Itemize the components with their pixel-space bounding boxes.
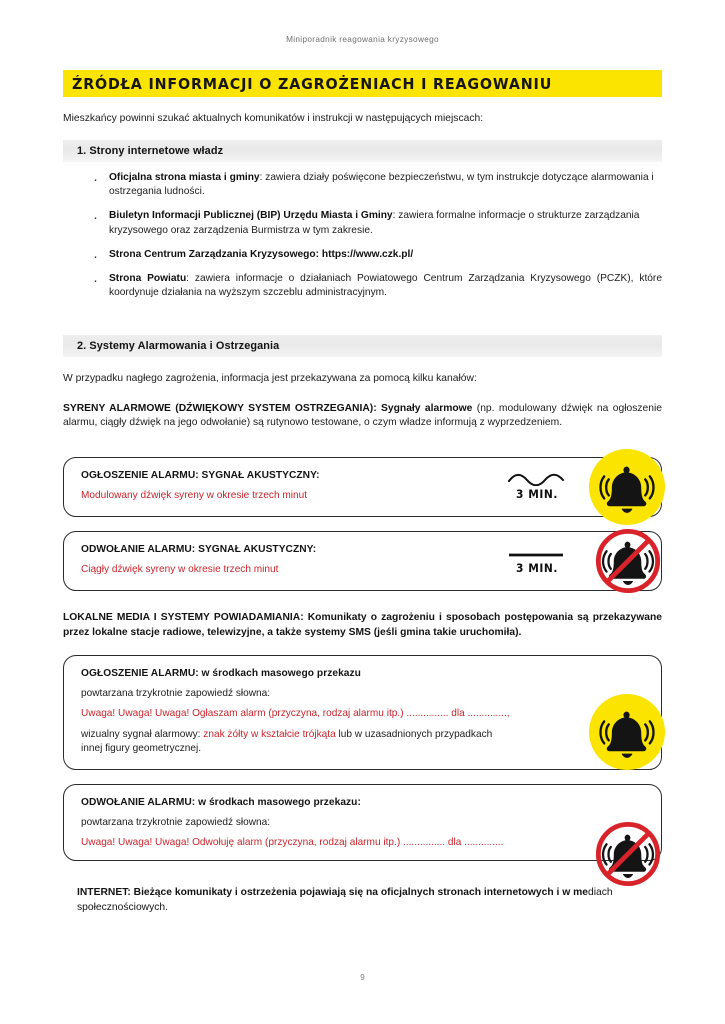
list-item (93, 272, 662, 302)
duration-label: 3 MIN. (515, 560, 559, 575)
box-title: OGŁOSZENIE ALARMU: SYGNAŁ AKUSTYCZNY: (81, 469, 320, 481)
section1-bullet-list (63, 171, 662, 301)
box-red-text: Uwaga! Uwaga! Uwaga! Ogłaszam alarm (przyczyna, rodzaj alarmu itp.) ............... dla .............., (81, 707, 510, 719)
list-item (93, 209, 662, 239)
bullet-lead: Oficjalna strona miasta i gminy (109, 171, 260, 183)
duration-marker-wavy (506, 473, 568, 501)
duration-label: 3 MIN. (515, 486, 559, 501)
bell-ringing-icon (589, 449, 665, 525)
sirens-paragraph (63, 402, 662, 431)
box-subtext: powtarzana trzykrotnie zapowiedź słowna: (81, 817, 271, 828)
bullet-rest: : zawiera informacje o działaniach Powiatowego Centrum Zarządzania Kryzysowego (PCZK), które koordynuje działania na wyższym szczeblu administracyjnym. (109, 272, 662, 299)
list-item (93, 248, 662, 263)
box-title (81, 668, 511, 679)
straight-line-icon (506, 547, 568, 560)
section-banner (63, 70, 662, 97)
box-red-text: Uwaga! Uwaga! Uwaga! Odwołuję alarm (przyczyna, rodzaj alarmu itp.) ............... dla .............. (81, 837, 504, 848)
bell-crossed-glyph (589, 815, 667, 893)
alarm-box-media-announcement (63, 655, 662, 770)
box-red-text: Ciągły dźwięk syreny w okresie trzech minut (81, 563, 279, 575)
wavy-line-icon (506, 473, 568, 486)
internet-rest: diach społecznościowych. (77, 887, 613, 914)
box-mixed-text (81, 728, 511, 757)
sirens-paragraph-lead: SYRENY ALARMOWE (DŹWIĘKOWY SYSTEM OSTRZEGANIA): Sygnały alarmowe (63, 402, 473, 414)
list-item (93, 171, 662, 201)
duration-marker-straight (506, 547, 568, 575)
mixed-prefix: wizualny sygnał alarmowy: (81, 728, 204, 740)
internet-paragraph (77, 885, 662, 916)
bell-ringing-crossed-out-icon (589, 815, 667, 893)
page-content (63, 112, 662, 916)
bullet-rest: : zawiera działy poświęcone bezpieczeństwu, w tym instrukcje dotyczące alarmowania i ostrzegania ludności. (109, 171, 654, 198)
bell-crossed-glyph (589, 522, 667, 600)
running-head: Miniporadnik reagowania kryzysowego (286, 35, 439, 44)
internet-bold: INTERNET: Bieżące komunikaty i ostrzeżenia pojawiają się na oficjalnych stronach internetowych i w me (77, 887, 588, 898)
section-heading-2: 2. Systemy Alarmowania i Ostrzegania (63, 335, 662, 357)
box-red-text: Modulowany dźwięk syreny w okresie trzech minut (81, 489, 308, 501)
alarm-box-media-cancellation (63, 784, 662, 861)
sirens-paragraph-rest: (np. modulowany dźwięk na ogłoszenie alarmu, ciągły dźwięk na jego odwołanie) są rutynowo testowane, o czym władze informują z wyprzedzeniem. (63, 402, 662, 429)
bell-ringing-glyph (589, 694, 665, 770)
box-title (81, 797, 511, 808)
box-title-bold: ODWOŁANIE ALARMU (81, 797, 192, 808)
mixed-red: znak żółty w kształcie trójkąta (203, 728, 336, 740)
box-title-rest: : w środkach masowego przekazu: (191, 797, 361, 808)
banner-title: ŹRÓDŁA INFORMACJI O ZAGROŻENIACH I REAGOWANIU (72, 74, 553, 93)
bell-ringing-icon (589, 694, 665, 770)
local-media-paragraph: LOKALNE MEDIA I SYSTEMY POWIADAMIANIA: Komunikaty o zagrożeniu i sposobach postępowania są przekazywane przez lokalne stacje radiowe, telewizyjne, a także systemy SMS (jeśli gmina takie uruchomiła). (63, 611, 662, 638)
bullet-lead: Strona Centrum Zarządzania Kryzysowego: https://www.czk.pl/ (109, 248, 414, 260)
bullet-lead: Biuletyn Informacji Publicznej (BIP) Urzędu Miasta i Gminy (109, 210, 393, 222)
bullet-lead: Strona Powiatu (109, 272, 187, 284)
box-title-bold: OGŁOSZENIE ALARMU (81, 667, 196, 679)
page-number: 9 (360, 973, 365, 982)
box-title-rest: : w środkach masowego przekazu (195, 667, 361, 679)
bullet-rest: : zawiera formalne informacje o strukturze zarządzania kryzysowego oraz zarządzenia Burmistrza w tym zakresie. (109, 210, 640, 236)
bell-ringing-glyph (589, 449, 665, 525)
mixed-suffix: lub w uzasadnionych przypadkach innej figury geometrycznej. (81, 728, 493, 755)
box-subtext: powtarzana trzykrotnie zapowiedź słowna: (81, 687, 271, 699)
box-title: ODWOŁANIE ALARMU: SYGNAŁ AKUSTYCZNY: (81, 543, 317, 555)
alarm-box-siren-announcement (63, 457, 662, 517)
bell-ringing-crossed-out-icon (589, 522, 667, 600)
section2-intro: W przypadku nagłego zagrożenia, informacja jest przekazywana za pomocą kilku kanałów: (63, 373, 477, 385)
alarm-box-siren-cancellation (63, 531, 662, 591)
intro-paragraph: Mieszkańcy powinni szukać aktualnych komunikatów i instrukcji w następujących miejscach: (63, 113, 484, 124)
section-heading-1: 1. Strony internetowe władz (63, 140, 662, 162)
